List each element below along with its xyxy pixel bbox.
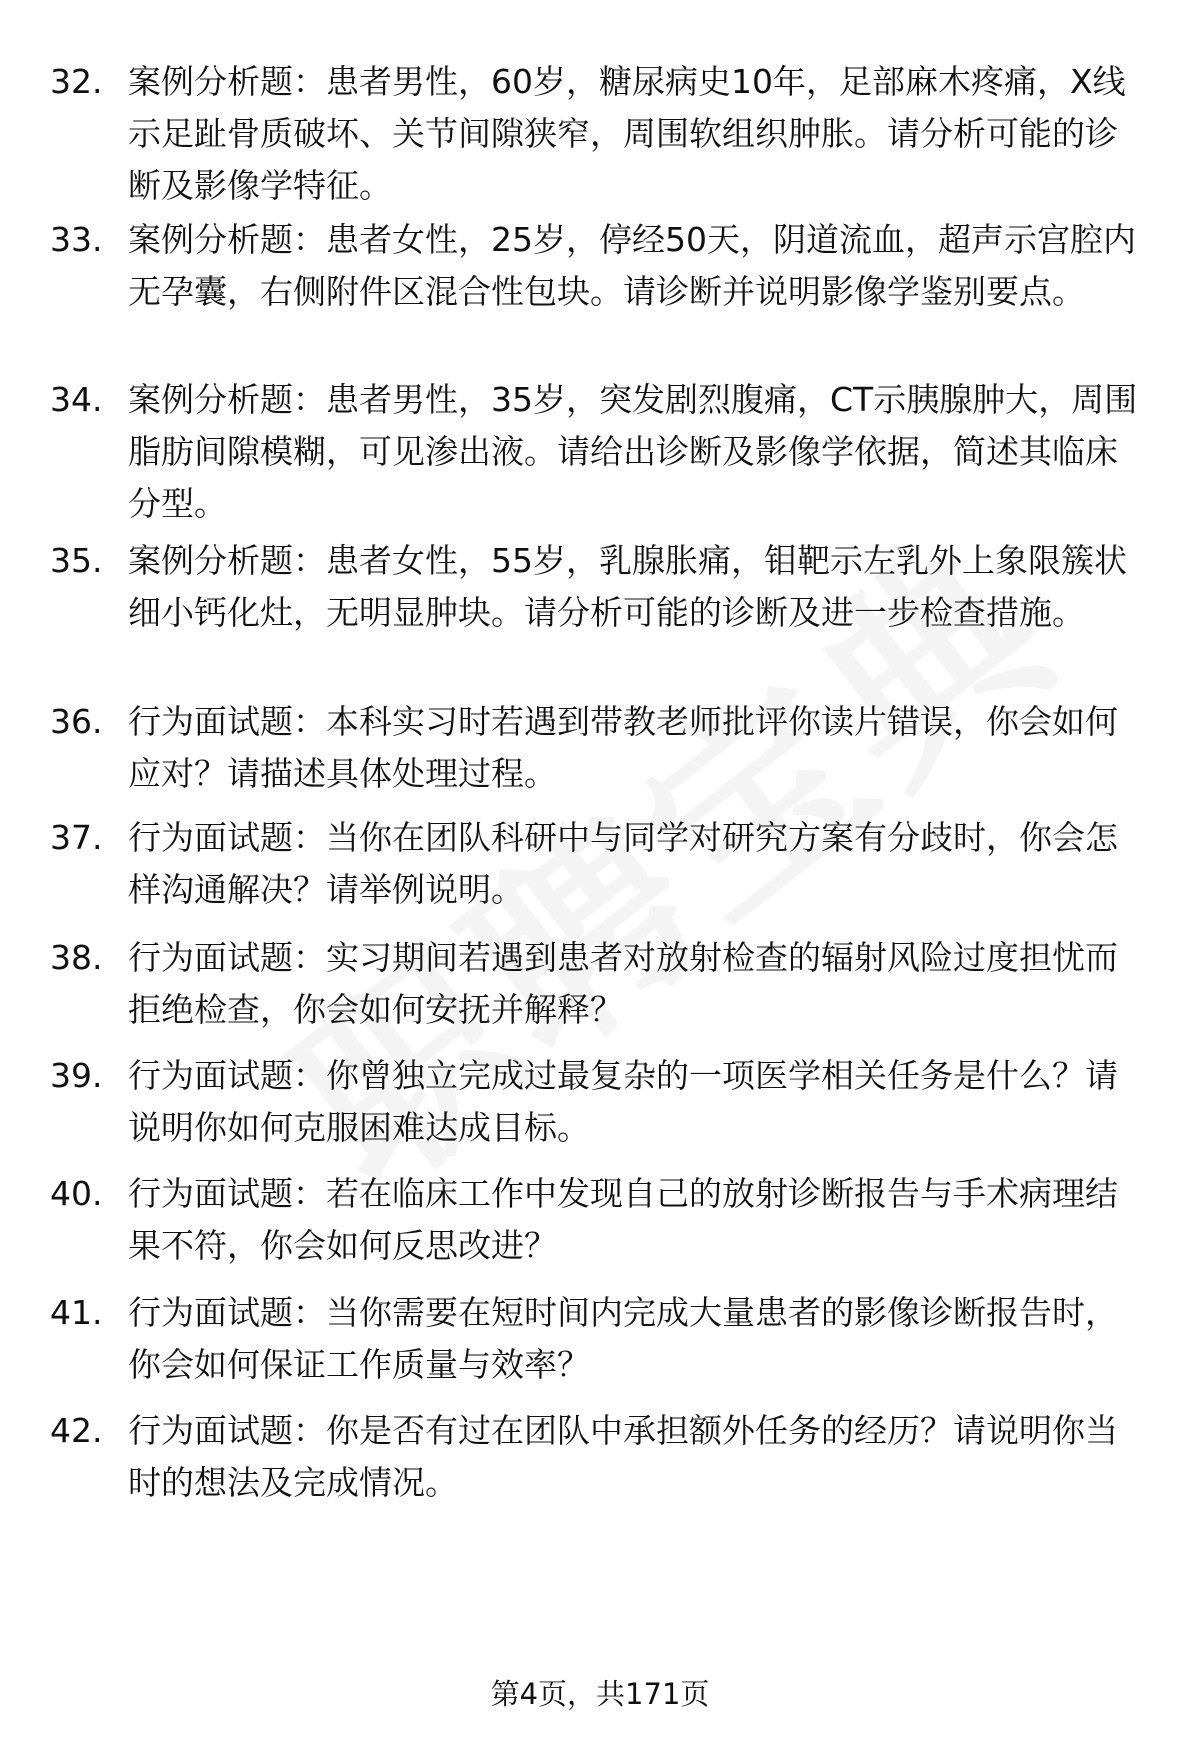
question-item [50,1405,1150,1509]
question-text: 案例分析题：患者男性，60岁，糖尿病史10年，足部麻木疼痛，X线示足趾骨质破坏、关节间隙狭窄，周围软组织肿胀。请分析可能的诊断及影像学特征。 [128,62,1126,205]
question-item [50,932,1150,1036]
question-item [50,56,1150,212]
question-text: 案例分析题：患者女性，55岁，乳腺胀痛，钼靶示左乳外上象限簇状细小钙化灶，无明显肿块。请分析可能的诊断及进一步检查措施。 [128,541,1127,632]
question-number: 39. [50,1056,103,1095]
question-number: 40. [50,1174,103,1213]
question-number: 35. [50,541,103,580]
question-number: 32. [50,62,103,101]
question-number: 37. [50,818,103,857]
question-text: 案例分析题：患者女性，25岁，停经50天，阴道流血，超声示宫腔内无孕囊，右侧附件区混合性包块。请诊断并说明影像学鉴别要点。 [128,220,1136,311]
question-item [50,696,1150,800]
question-text: 行为面试题：本科实习时若遇到带教老师批评你读片错误，你会如何应对？请描述具体处理过程。 [128,702,1118,793]
question-item [50,214,1150,318]
question-number: 36. [50,702,103,741]
question-item [50,1287,1150,1391]
question-item [50,374,1150,530]
question-text: 行为面试题：你是否有过在团队中承担额外任务的经历？请说明你当时的想法及完成情况。 [128,1411,1118,1502]
question-number: 33. [50,220,103,259]
question-text: 行为面试题：当你需要在短时间内完成大量患者的影像诊断报告时，你会如何保证工作质量与效率？ [128,1293,1118,1384]
question-item [50,1168,1150,1272]
page-number-footer: 第4页，共171页 [490,1677,710,1711]
question-text: 行为面试题：若在临床工作中发现自己的放射诊断报告与手术病理结果不符，你会如何反思改进？ [128,1174,1118,1265]
question-item [50,535,1150,639]
question-number: 41. [50,1293,103,1332]
question-item [50,1050,1150,1154]
question-text: 行为面试题：实习期间若遇到患者对放射检查的辐射风险过度担忧而拒绝检查，你会如何安抚并解释？ [128,938,1118,1029]
question-text: 行为面试题：你曾独立完成过最复杂的一项医学相关任务是什么？请说明你如何克服困难达成目标。 [128,1056,1118,1147]
question-text: 行为面试题：当你在团队科研中与同学对研究方案有分歧时，你会怎样沟通解决？请举例说明。 [128,818,1118,909]
question-number: 42. [50,1411,103,1450]
question-text: 案例分析题：患者男性，35岁，突发剧烈腹痛，CT示胰腺肿大，周围脂肪间隙模糊，可见渗出液。请给出诊断及影像学依据，简述其临床分型。 [128,380,1138,523]
question-number: 38. [50,938,103,977]
question-number: 34. [50,380,103,419]
question-item [50,812,1150,916]
